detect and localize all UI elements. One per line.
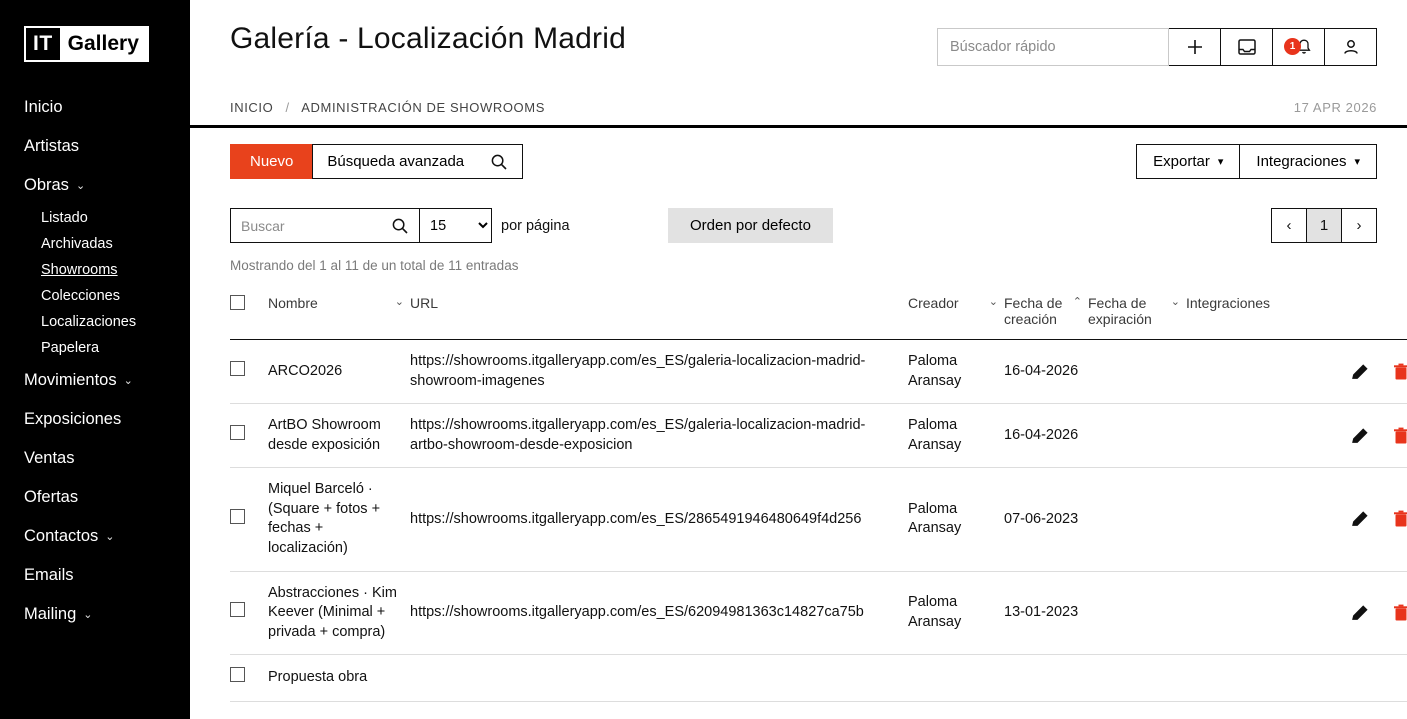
app-logo[interactable] bbox=[24, 26, 149, 62]
inbox-icon bbox=[1236, 37, 1258, 57]
sidebar-item-label: Ofertas bbox=[24, 488, 79, 506]
breadcrumb-root[interactable]: INICIO bbox=[230, 100, 274, 115]
row-select-cell[interactable] bbox=[230, 468, 268, 571]
chevron-down-icon: ▾ bbox=[1354, 156, 1360, 168]
table-header-creador[interactable] bbox=[908, 295, 1004, 340]
sidebar-item-label: Mailing bbox=[24, 605, 77, 623]
row-actions bbox=[1314, 404, 1407, 468]
row-fecha-creacion: 13-01-2023 bbox=[1004, 571, 1088, 655]
sidebar-subitem-showrooms[interactable] bbox=[0, 257, 190, 283]
new-button[interactable]: Nuevo bbox=[230, 144, 313, 179]
notification-badge: 1 bbox=[1284, 38, 1301, 55]
showrooms-table bbox=[190, 273, 1407, 702]
sidebar-subitem-localizaciones[interactable] bbox=[0, 309, 190, 335]
quick-search-input[interactable] bbox=[937, 28, 1169, 66]
sidebar-item-label: Contactos bbox=[24, 527, 99, 545]
table-header-actions bbox=[1314, 295, 1407, 340]
row-fecha-creacion bbox=[1004, 655, 1088, 702]
sort-chevron-icon: ⌄ bbox=[988, 296, 998, 308]
row-checkbox[interactable] bbox=[230, 425, 245, 440]
delete-icon[interactable] bbox=[1392, 603, 1407, 623]
row-actions bbox=[1314, 468, 1407, 571]
edit-icon[interactable] bbox=[1350, 509, 1370, 529]
sidebar-subitem-archivadas[interactable] bbox=[0, 231, 190, 257]
advanced-search-button[interactable] bbox=[312, 144, 523, 179]
search-icon bbox=[391, 217, 409, 235]
row-checkbox[interactable] bbox=[230, 361, 245, 376]
delete-icon[interactable] bbox=[1392, 509, 1407, 529]
row-checkbox[interactable] bbox=[230, 667, 245, 682]
sidebar-subitem-listado[interactable] bbox=[0, 205, 190, 231]
table-row[interactable] bbox=[230, 404, 1407, 468]
row-fecha-expiracion bbox=[1088, 404, 1186, 468]
row-creador: Paloma Aransay bbox=[908, 468, 1004, 571]
row-creador: Paloma Aransay bbox=[908, 571, 1004, 655]
row-url[interactable] bbox=[410, 655, 908, 702]
column-label: Nombre bbox=[268, 295, 318, 311]
sort-chevron-icon: ⌄ bbox=[394, 296, 404, 308]
row-actions bbox=[1314, 571, 1407, 655]
row-select-cell[interactable] bbox=[230, 655, 268, 702]
secondary-actions bbox=[1137, 144, 1377, 179]
row-actions bbox=[1314, 655, 1407, 702]
pagination bbox=[1272, 208, 1377, 243]
pagination-next-button[interactable]: › bbox=[1341, 208, 1377, 243]
row-creador: Paloma Aransay bbox=[908, 340, 1004, 404]
action-bar bbox=[190, 128, 1407, 190]
sort-chevron-icon: ⌄ bbox=[1170, 296, 1180, 308]
row-nombre: Miquel Barceló · (Square + fotos + fechas + localización) bbox=[268, 468, 410, 571]
sidebar-item-label: Exposiciones bbox=[24, 410, 122, 428]
default-order-button[interactable]: Orden por defecto bbox=[668, 208, 833, 243]
row-integraciones bbox=[1186, 655, 1314, 702]
row-fecha-expiracion bbox=[1088, 571, 1186, 655]
per-page-select[interactable] bbox=[420, 208, 492, 243]
table-header-fecha-creacion[interactable] bbox=[1004, 295, 1088, 340]
topbar-actions bbox=[937, 28, 1377, 66]
sidebar-item-contactos[interactable] bbox=[0, 517, 190, 556]
sidebar-subitem-label: Colecciones bbox=[41, 288, 120, 304]
table-row[interactable] bbox=[230, 571, 1407, 655]
row-fecha-creacion: 07-06-2023 bbox=[1004, 468, 1088, 571]
table-header-url[interactable] bbox=[410, 295, 908, 340]
row-select-cell[interactable] bbox=[230, 340, 268, 404]
row-integraciones bbox=[1186, 571, 1314, 655]
sort-chevron-icon: ⌃ bbox=[1072, 296, 1082, 308]
user-profile-button[interactable] bbox=[1325, 28, 1377, 66]
add-button[interactable] bbox=[1169, 28, 1221, 66]
table-row[interactable] bbox=[230, 340, 1407, 404]
delete-icon[interactable] bbox=[1392, 362, 1407, 382]
chevron-down-icon: ⌄ bbox=[75, 180, 86, 192]
sidebar-item-label: Ventas bbox=[24, 449, 75, 467]
row-url[interactable]: https://showrooms.itgalleryapp.com/es_ES/galeria-localizacion-madrid-artbo-showroom-desde-exposicion bbox=[410, 404, 908, 468]
sidebar-item-ventas[interactable] bbox=[0, 439, 190, 478]
column-label: Creador bbox=[908, 295, 959, 311]
edit-icon[interactable] bbox=[1350, 603, 1370, 623]
sidebar-item-emails[interactable] bbox=[0, 556, 190, 595]
sidebar-subitem-colecciones[interactable] bbox=[0, 283, 190, 309]
integrations-button[interactable] bbox=[1239, 144, 1377, 179]
row-integraciones bbox=[1186, 404, 1314, 468]
sidebar-item-label: Obras bbox=[24, 176, 69, 194]
topbar bbox=[190, 0, 1407, 128]
sidebar-item-inicio[interactable] bbox=[0, 88, 190, 127]
sidebar bbox=[0, 0, 190, 719]
row-fecha-creacion: 16-04-2026 bbox=[1004, 340, 1088, 404]
search-icon bbox=[490, 153, 508, 171]
filter-bar bbox=[190, 190, 1407, 250]
table-row[interactable] bbox=[230, 468, 1407, 571]
edit-icon[interactable] bbox=[1350, 362, 1370, 382]
chevron-down-icon: ⌄ bbox=[123, 375, 133, 387]
table-header-fecha-expiracion[interactable] bbox=[1088, 295, 1186, 340]
row-nombre: Abstracciones · Kim Keever (Minimal + privada + compra) bbox=[268, 571, 410, 655]
export-button[interactable] bbox=[1136, 144, 1240, 179]
breadcrumb-current: ADMINISTRACIÓN DE SHOWROOMS bbox=[301, 100, 545, 115]
table-header-integraciones bbox=[1186, 295, 1314, 340]
chevron-down-icon: ⌄ bbox=[83, 609, 93, 621]
search-input[interactable] bbox=[230, 208, 420, 243]
search-placeholder: Buscar bbox=[241, 217, 285, 234]
sidebar-subitem-label: Listado bbox=[41, 210, 88, 226]
page-title: Galería - Localización Madrid bbox=[230, 22, 626, 55]
row-select-cell[interactable] bbox=[230, 571, 268, 655]
row-fecha-expiracion bbox=[1088, 340, 1186, 404]
sidebar-item-movimientos[interactable] bbox=[0, 361, 190, 400]
primary-actions bbox=[230, 144, 523, 179]
row-nombre: ArtBO Showroom desde exposición bbox=[268, 404, 410, 468]
row-url[interactable]: https://showrooms.itgalleryapp.com/es_ES/galeria-localizacion-madrid-showroom-imagenes bbox=[410, 340, 908, 404]
sidebar-item-label: Artistas bbox=[24, 137, 80, 155]
per-page-label: por página bbox=[501, 217, 570, 234]
row-url[interactable]: https://showrooms.itgalleryapp.com/es_ES/62094981363c14827ca75b bbox=[410, 571, 908, 655]
advanced-search-label: Búsqueda avanzada bbox=[327, 153, 465, 170]
breadcrumb bbox=[230, 100, 545, 115]
sidebar-item-obras[interactable] bbox=[0, 166, 190, 205]
row-fecha-creacion: 16-04-2026 bbox=[1004, 404, 1088, 468]
sidebar-subitem-label: Localizaciones bbox=[41, 314, 137, 330]
sidebar-subitem-papelera[interactable] bbox=[0, 335, 190, 361]
logo-text-gallery: Gallery bbox=[60, 28, 147, 60]
sidebar-item-ofertas[interactable] bbox=[0, 478, 190, 517]
user-icon bbox=[1341, 37, 1361, 57]
notifications-button[interactable] bbox=[1273, 28, 1325, 66]
chevron-down-icon: ▾ bbox=[1217, 156, 1224, 168]
column-label: Integraciones bbox=[1186, 295, 1271, 311]
row-url[interactable]: https://showrooms.itgalleryapp.com/es_ES/2865491946480649f4d256 bbox=[410, 468, 908, 571]
sidebar-subitem-label: Papelera bbox=[41, 340, 100, 356]
delete-icon[interactable] bbox=[1392, 426, 1407, 446]
sidebar-subitem-label: Archivadas bbox=[41, 236, 113, 252]
integrations-label: Integraciones bbox=[1256, 153, 1347, 170]
sidebar-subitem-label: Showrooms bbox=[41, 262, 118, 278]
sidebar-item-label: Inicio bbox=[24, 98, 63, 116]
sidebar-item-label: Movimientos bbox=[24, 371, 117, 389]
select-all-checkbox[interactable] bbox=[230, 295, 245, 310]
table-header-row bbox=[230, 295, 1407, 340]
row-integraciones bbox=[1186, 468, 1314, 571]
pagination-page-1[interactable]: 1 bbox=[1306, 208, 1342, 243]
row-fecha-expiracion bbox=[1088, 468, 1186, 571]
table-header-select-all[interactable] bbox=[230, 295, 268, 340]
column-label: Fecha de expiración bbox=[1088, 295, 1152, 327]
edit-icon[interactable] bbox=[1350, 426, 1370, 446]
logo-text-it: IT bbox=[26, 28, 60, 60]
pagination-prev-button[interactable]: ‹ bbox=[1271, 208, 1307, 243]
row-actions bbox=[1314, 340, 1407, 404]
sidebar-item-label: Emails bbox=[24, 566, 74, 584]
row-integraciones bbox=[1186, 340, 1314, 404]
row-fecha-expiracion bbox=[1088, 655, 1186, 702]
inbox-button[interactable] bbox=[1221, 28, 1273, 66]
breadcrumb-separator: / bbox=[285, 100, 290, 115]
sidebar-item-artistas[interactable] bbox=[0, 127, 190, 166]
table-header-nombre[interactable] bbox=[268, 295, 410, 340]
column-label: Fecha de creación bbox=[1004, 295, 1063, 327]
row-select-cell[interactable] bbox=[230, 404, 268, 468]
table-row[interactable] bbox=[230, 655, 1407, 702]
row-creador bbox=[908, 655, 1004, 702]
column-label: URL bbox=[410, 295, 439, 311]
main-content bbox=[190, 0, 1407, 719]
row-nombre: Propuesta obra bbox=[268, 655, 410, 702]
export-label: Exportar bbox=[1153, 153, 1210, 170]
results-summary: Mostrando del 1 al 11 de un total de 11 entradas bbox=[230, 258, 519, 273]
row-nombre: ARCO2026 bbox=[268, 340, 410, 404]
row-creador: Paloma Aransay bbox=[908, 404, 1004, 468]
sidebar-item-exposiciones[interactable] bbox=[0, 400, 190, 439]
row-checkbox[interactable] bbox=[230, 509, 245, 524]
chevron-down-icon: ⌄ bbox=[105, 531, 115, 543]
row-checkbox[interactable] bbox=[230, 602, 245, 617]
current-date: 17 APR 2026 bbox=[1293, 100, 1377, 115]
plus-icon bbox=[1185, 37, 1205, 57]
quick-search-placeholder: Búscador rápido bbox=[950, 39, 1056, 55]
sidebar-item-mailing[interactable] bbox=[0, 595, 190, 634]
